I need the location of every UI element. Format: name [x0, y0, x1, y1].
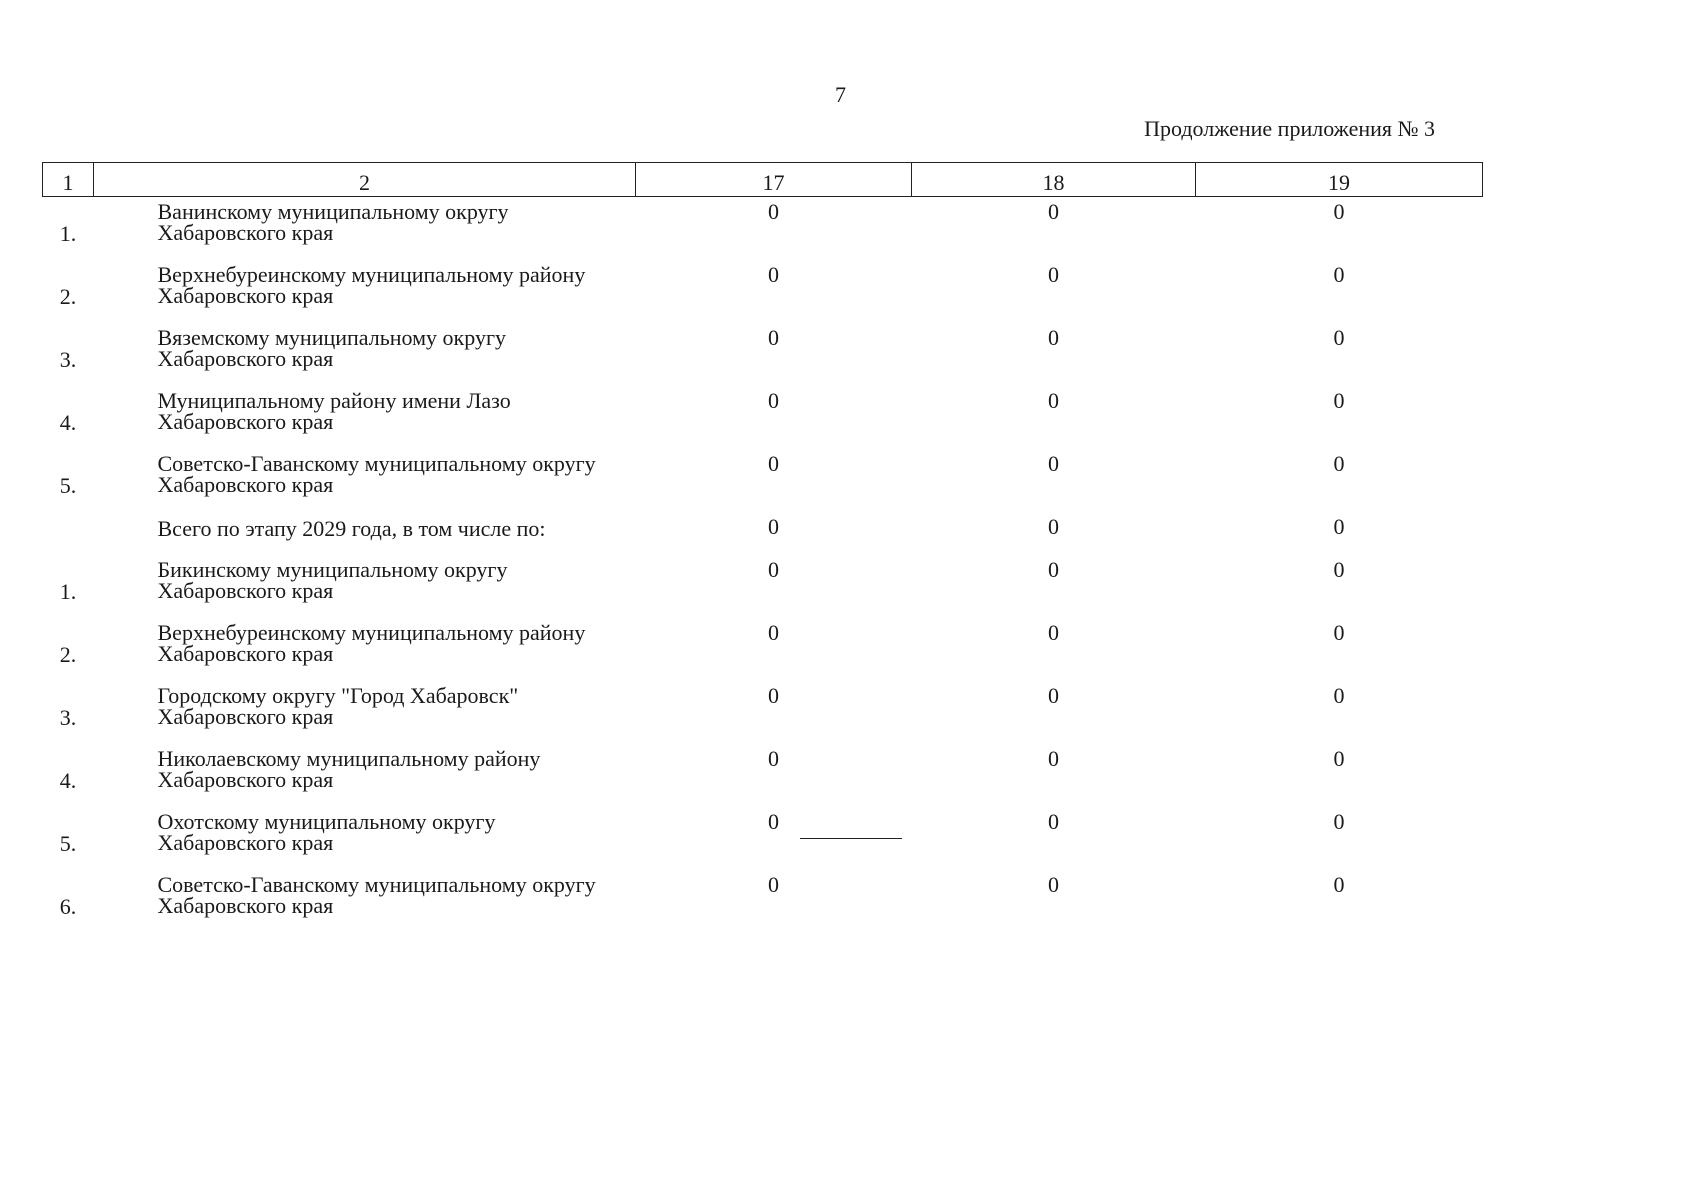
- header-col-18: 18: [912, 163, 1196, 197]
- row-name-line1: Вяземскому муниципальному округу: [157, 325, 506, 350]
- value-18: 0: [1048, 746, 1059, 771]
- row-number: 1.: [59, 221, 77, 246]
- row-name: [94, 681, 636, 744]
- value-18: 0: [1048, 388, 1059, 413]
- value-18: 0: [1048, 620, 1059, 645]
- table-row: [43, 870, 1483, 933]
- table-row: [43, 555, 1483, 618]
- row-name-line1: Советско-Гаванскому муниципальному округу: [157, 872, 596, 897]
- value-17: 0: [768, 809, 779, 834]
- value-19: 0: [1333, 325, 1345, 350]
- row-number: 3.: [59, 705, 77, 730]
- row-name-line2: Хабаровского края: [157, 767, 334, 792]
- table-row: [43, 260, 1483, 323]
- value-17: 0: [768, 199, 779, 224]
- row-name-line1: Охотскому муниципальному округу: [157, 809, 496, 834]
- table-row: [43, 323, 1483, 386]
- value-19: 0: [1333, 451, 1345, 476]
- header-col-19: 19: [1196, 163, 1483, 197]
- row-name-line2: Хабаровского края: [157, 409, 334, 434]
- value-18: 0: [1048, 262, 1059, 287]
- table-row: [43, 681, 1483, 744]
- row-name-line1: Николаевскому муниципальному району: [157, 746, 541, 771]
- row-number: 4.: [59, 768, 77, 793]
- row-number: [43, 512, 94, 555]
- value-19: 0: [1333, 620, 1345, 645]
- value-19: 0: [1333, 388, 1345, 413]
- row-name: [94, 555, 636, 618]
- row-name: [94, 197, 636, 261]
- row-name: [94, 870, 636, 933]
- value-19: 0: [1333, 514, 1345, 539]
- value-19: 0: [1333, 683, 1345, 708]
- row-name: [94, 512, 636, 555]
- table-row: [43, 807, 1483, 870]
- row-name-line1: Верхнебуреинскому муниципальному району: [157, 620, 586, 645]
- row-number: 3.: [59, 347, 77, 372]
- table-row: [43, 197, 1483, 261]
- row-name: [94, 744, 636, 807]
- end-divider: [800, 838, 902, 839]
- value-19: 0: [1333, 262, 1345, 287]
- value-17: 0: [768, 872, 779, 897]
- row-name-line1: Советско-Гаванскому муниципальному округу: [157, 451, 596, 476]
- value-17: 0: [768, 557, 779, 582]
- row-number: 2.: [59, 642, 77, 667]
- value-17: 0: [768, 683, 779, 708]
- value-17: 0: [768, 262, 779, 287]
- value-18: 0: [1048, 451, 1059, 476]
- row-number: 1.: [59, 579, 77, 604]
- row-number: 6.: [59, 894, 77, 919]
- row-name-line2: Хабаровского края: [157, 704, 334, 729]
- row-name-line1: Всего по этапу 2029 года, в том числе по:: [157, 516, 546, 541]
- row-name: [94, 260, 636, 323]
- value-19: 0: [1333, 557, 1345, 582]
- table-row: [43, 449, 1483, 512]
- row-name-line1: Верхнебуреинскому муниципальному району: [157, 262, 586, 287]
- value-17: 0: [768, 388, 779, 413]
- header-col-1: 1: [43, 163, 94, 197]
- value-17: 0: [768, 451, 779, 476]
- row-name-line1: Городскому округу "Город Хабаровск": [157, 683, 519, 708]
- value-17: 0: [768, 746, 779, 771]
- value-18: 0: [1048, 199, 1059, 224]
- table-header-row: [43, 163, 1483, 197]
- row-name-line2: Хабаровского края: [157, 283, 334, 308]
- header-col-17: 17: [636, 163, 912, 197]
- table-row: [43, 744, 1483, 807]
- value-18: 0: [1048, 683, 1059, 708]
- row-name-line2: Хабаровского края: [157, 220, 334, 245]
- row-number: 5.: [59, 473, 77, 498]
- value-18: 0: [1048, 557, 1059, 582]
- row-name: [94, 323, 636, 386]
- row-number: 5.: [59, 831, 77, 856]
- row-name: [94, 618, 636, 681]
- row-name-line1: Ванинскому муниципальному округу: [157, 199, 509, 224]
- value-19: 0: [1333, 746, 1345, 771]
- row-name-line2: Хабаровского края: [157, 578, 334, 603]
- row-name-line2: Хабаровского края: [157, 472, 334, 497]
- row-name-line1: Муниципальному району имени Лазо: [157, 388, 511, 413]
- value-18: 0: [1048, 809, 1059, 834]
- header-col-2: 2: [94, 163, 636, 197]
- value-18: 0: [1048, 514, 1059, 539]
- row-name-line1: Бикинскому муниципальному округу: [157, 557, 508, 582]
- value-17: 0: [768, 514, 779, 539]
- table-row: [43, 618, 1483, 681]
- value-19: 0: [1333, 872, 1345, 897]
- row-name: [94, 807, 636, 870]
- table-row-total: [43, 512, 1483, 555]
- data-table: [42, 162, 1483, 933]
- value-18: 0: [1048, 872, 1059, 897]
- value-19: 0: [1333, 809, 1345, 834]
- row-name: [94, 449, 636, 512]
- row-name-line2: Хабаровского края: [157, 830, 334, 855]
- table-row: [43, 386, 1483, 449]
- value-18: 0: [1048, 325, 1059, 350]
- value-17: 0: [768, 325, 779, 350]
- value-17: 0: [768, 620, 779, 645]
- row-number: 2.: [59, 284, 77, 309]
- row-name-line2: Хабаровского края: [157, 641, 334, 666]
- continuation-label: Продолжение приложения № 3: [1144, 116, 1435, 141]
- row-name-line2: Хабаровского края: [157, 893, 334, 918]
- value-19: 0: [1333, 199, 1345, 224]
- page-number: 7: [835, 82, 846, 107]
- row-name-line2: Хабаровского края: [157, 346, 334, 371]
- row-number: 4.: [59, 410, 77, 435]
- row-name: [94, 386, 636, 449]
